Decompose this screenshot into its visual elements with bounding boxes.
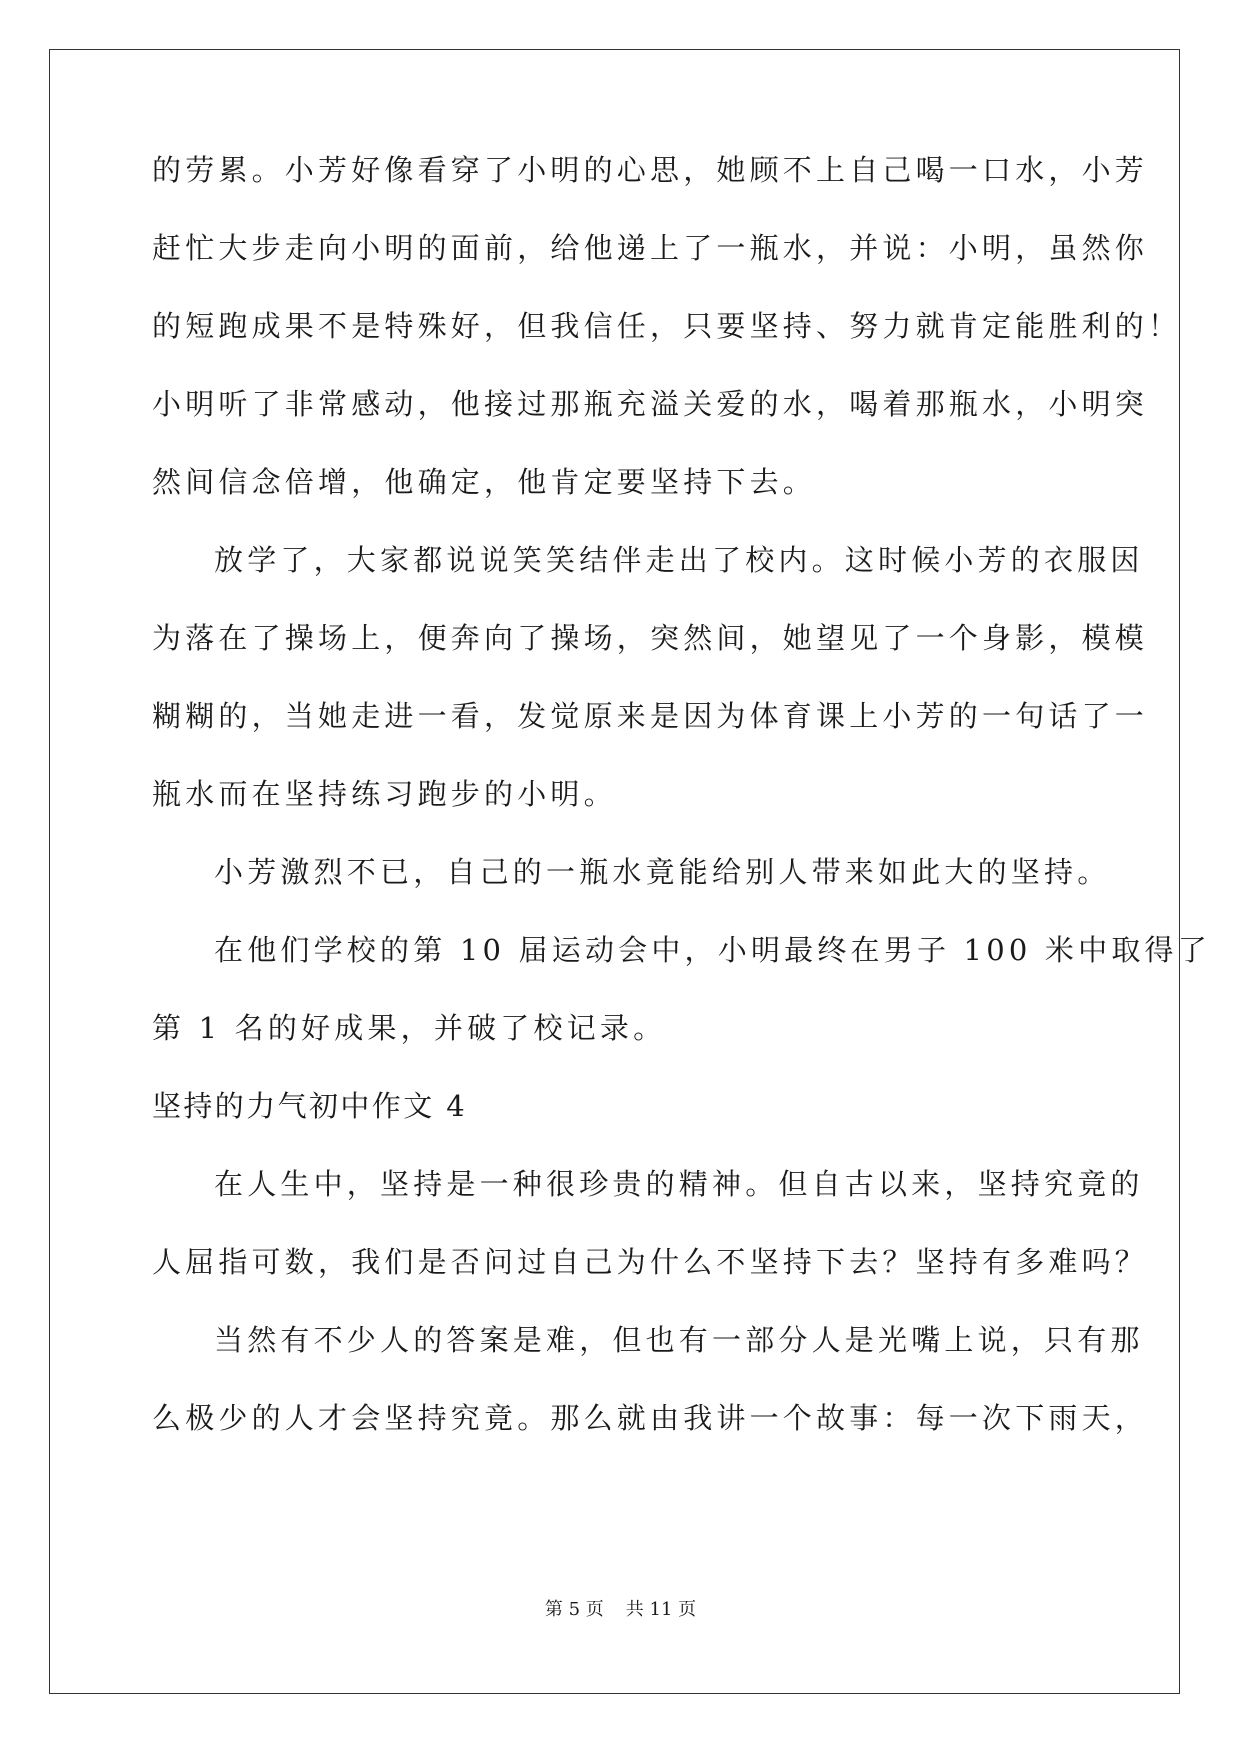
text-line: 糊糊的，当她走进一看，发觉原来是因为体育课上小芳的一句话了一 <box>152 699 1149 733</box>
paragraph-start-line: 在他们学校的第 10 届运动会中，小明最终在男子 100 米中取得了 <box>214 933 1211 967</box>
page-footer <box>0 1598 1241 1622</box>
paragraph-start-line: 当然有不少人的答案是难，但也有一部分人是光嘴上说，只有那 <box>214 1323 1144 1357</box>
text-line: 赶忙大步走向小明的面前，给他递上了一瓶水，并说：小明，虽然你 <box>152 231 1149 265</box>
total-pages: 共 11 页 <box>625 1599 697 1620</box>
paragraph-start-line: 小芳激烈不已，自己的一瓶水竟能给别人带来如此大的坚持。 <box>214 855 1111 889</box>
text-line: 么极少的人才会坚持究竟。那么就由我讲一个故事：每一次下雨天， <box>152 1401 1149 1435</box>
text-line: 第 1 名的好成果，并破了校记录。 <box>152 1011 667 1045</box>
text-line: 为落在了操场上，便奔向了操场，突然间，她望见了一个身影，模模 <box>152 621 1149 655</box>
text-line: 人屈指可数，我们是否问过自己为什么不坚持下去？坚持有多难吗？ <box>152 1245 1149 1279</box>
text-line: 小明听了非常感动，他接过那瓶充溢关爱的水，喝着那瓶水，小明突 <box>152 387 1149 421</box>
text-line: 的短跑成果不是特殊好，但我信任，只要坚持、努力就肯定能胜利的！ <box>152 309 1182 343</box>
page-number: 第 5 页 <box>544 1599 604 1620</box>
text-line: 然间信念倍增，他确定，他肯定要坚持下去。 <box>152 465 817 499</box>
paragraph-start-line: 在人生中，坚持是一种很珍贵的精神。但自古以来，坚持究竟的 <box>214 1167 1144 1201</box>
paragraph-start-line: 放学了，大家都说说笑笑结伴走出了校内。这时候小芳的衣服因 <box>214 543 1144 577</box>
section-heading: 坚持的力气初中作文 4 <box>152 1089 468 1123</box>
text-line: 瓶水而在坚持练习跑步的小明。 <box>152 777 617 811</box>
text-line: 的劳累。小芳好像看穿了小明的心思，她顾不上自己喝一口水，小芳 <box>152 153 1149 187</box>
